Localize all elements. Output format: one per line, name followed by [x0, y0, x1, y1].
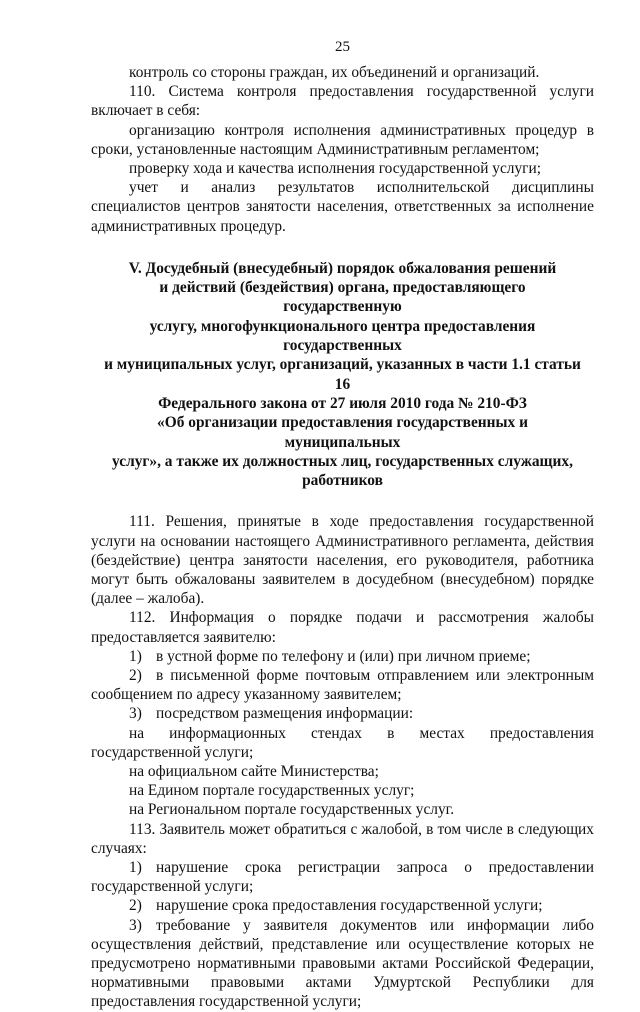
- list-item: [91, 704, 594, 723]
- paragraph-110-item-2: проверку хода и качества исполнения государственной услуги;: [129, 160, 542, 178]
- list-item-number: 2): [129, 667, 142, 685]
- sub-item: на Региональном портале государственных услуг.: [129, 801, 455, 819]
- paragraph-control-citizens: контроль со стороны граждан, их объединений и организаций.: [129, 64, 540, 81]
- list-item-number: 1): [129, 647, 142, 665]
- list-item: [91, 858, 594, 896]
- paragraph-113: 113. Заявитель может обратиться с жалобой, в том числе в следующих случаях:: [91, 820, 594, 857]
- section-heading-line: и муниципальных услуг, организаций, указанных в части 1.1 статьи 16: [104, 356, 581, 393]
- sub-item: на Едином портале государственных услуг;: [129, 782, 415, 800]
- section-heading-line: и действий (бездействия) органа, предоставляющего государственную: [159, 279, 526, 316]
- document-page: [91, 38, 594, 1012]
- section-heading: [99, 259, 586, 491]
- list-item-text: посредством размещения информации:: [156, 705, 414, 723]
- list-item-text: нарушение срока предоставления государственной услуги;: [156, 897, 543, 915]
- section-heading-line: услугу, многофункционального центра предоставления государственных: [149, 317, 536, 355]
- list-item-text: требование у заявителя документов или информации либо осуществления действий, представление или осуществление которых не предусмотрено нормативными правовыми актами Российской Федерации, нормативными правовыми актами Удмуртской Республики для предоставления государственной услуги;: [91, 916, 594, 1011]
- list-item: [91, 647, 594, 666]
- section-heading-line: Федерального закона от 27 июля 2010 года № 210-ФЗ: [158, 394, 527, 412]
- list-item: [91, 916, 594, 1012]
- paragraph-111: 111. Решения, принятые в ходе предоставления государственной услуги на основании настоящего Административного регламента, действия (бездействие) центра занятости населения, его руководителя, работника могут быть обжалованы заявителем в досудебном (внесудебном) порядке (далее – жалоба).: [91, 513, 594, 608]
- list-item: [91, 896, 594, 915]
- section-heading-line: V. Досудебный (внесудебный) порядок обжалования решений: [128, 259, 557, 277]
- paragraph-110-item-1: организацию контроля исполнения административных процедур в сроки, установленные настоящим Административным регламентом;: [91, 121, 594, 158]
- list-item-text: в письменной форме почтовым отправлением или электронным сообщением по адресу указанному заявителем;: [91, 667, 594, 704]
- section-heading-line: услуг», а также их должностных лиц, государственных служащих,: [112, 452, 573, 470]
- list-item-number: 2): [129, 897, 142, 915]
- sub-item: на официальном сайте Министерства;: [129, 763, 379, 781]
- list-item-number: 1): [129, 859, 142, 877]
- list-item-text: в устной форме по телефону и (или) при личном приеме;: [156, 647, 531, 665]
- list-item: [91, 666, 594, 704]
- list-item-number: 3): [129, 916, 142, 934]
- paragraph-110: 110. Система контроля предоставления государственной услуги включает в себя:: [91, 83, 594, 120]
- list-item-number: 3): [129, 705, 142, 723]
- list-item-text: нарушение срока регистрации запроса о предоставлении государственной услуги;: [91, 859, 594, 896]
- paragraph-110-item-3: учет и анализ результатов исполнительской дисциплины специалистов центров занятости населения, ответственных за исполнение административных процедур.: [91, 179, 594, 235]
- section-heading-line: «Об организации предоставления государственных и муниципальных: [157, 414, 528, 451]
- paragraph-112: 112. Информация о порядке подачи и рассмотрения жалобы предоставляется заявителю:: [91, 609, 594, 646]
- section-heading-line: работников: [302, 472, 383, 490]
- page-number: 25: [335, 39, 350, 55]
- sub-item: на информационных стендах в местах предоставления государственной услуги;: [91, 724, 594, 761]
